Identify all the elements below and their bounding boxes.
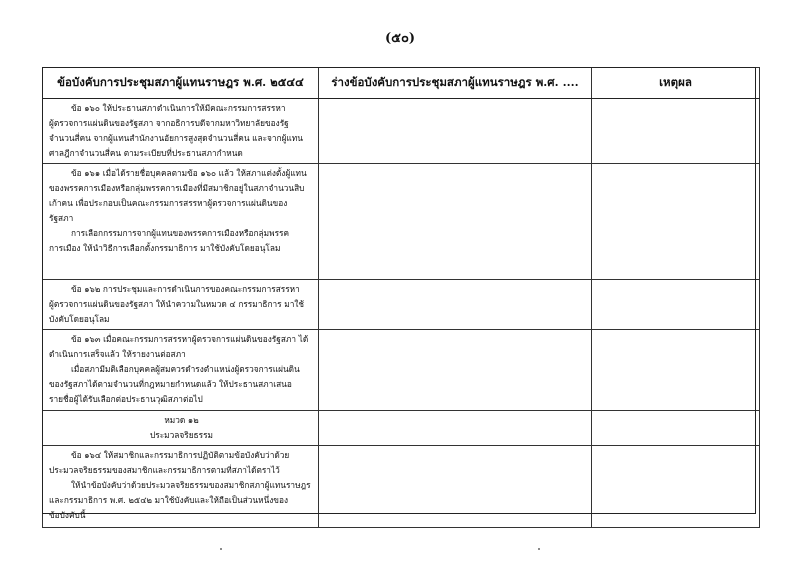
rule-text-line: รายชื่อผู้ได้รับเลือกต่อประธานวุฒิสภาต่อไป [49,394,203,404]
scan-speck [220,548,222,550]
header-draft-rules: ร่างข้อบังคับการประชุมสภาผู้แทนราษฎร พ.ศ. .... [319,68,592,99]
rule-text-line: เมื่อสภามีมติเลือกบุคคลผู้สมควรดำรงตำแหน่งผู้ตรวจการแผ่นดิน [71,364,300,374]
rule-text-line: ข้อ ๑๖๒ การประชุมและการดำเนินการของคณะกรรมการสรรหา [71,284,300,294]
rule-text-line: ผู้ตรวจการแผ่นดินของรัฐสภา จากอธิการบดีจากมหาวิทยาลัยของรัฐ [49,118,289,128]
page-number: (๕๐) [384,31,416,46]
rule-text-line: ของรัฐสภาได้ตามจำนวนที่กฎหมายกำหนดแล้ว ให้ประธานสภาเสนอ [49,379,292,389]
rule-text-line: การเลือกกรรมการจากผู้แทนของพรรคการเมืองหรือกลุ่มพรรค [71,228,290,238]
rule-text-line: ข้อ ๑๖๓ เมื่อคณะกรรมการสรรหาผู้ตรวจการแผ่นดินของรัฐสภา ได้ [71,334,309,344]
rule-text-line: ข้อบังคับนี้ [49,510,86,520]
rule-text-line: จำนวนสี่คน จากผู้แทนสำนักงานอัยการสูงสุดจำนวนสี่คน และจากผู้แทน [49,133,303,143]
rule-text-line: และกรรมาธิการ พ.ศ. ๒๕๔๒ มาใช้บังคับและให้ถือเป็นส่วนหนึ่งของ [49,495,289,505]
rule-text-line: ให้นำข้อบังคับว่าด้วยประมวลจริยธรรมของสมาชิกสภาผู้แทนราษฎร [71,480,311,490]
rule-text-line: ดำเนินการเสร็จแล้ว ให้รายงานต่อสภา [49,349,186,359]
rule-text-line: เก้าคน เพื่อประกอบเป็นคณะกรรมการสรรหาผู้ตรวจการแผ่นดินของ [49,198,288,208]
scan-speck [538,548,540,550]
rule-text-line: ผู้ตรวจการแผ่นดินของรัฐสภา ให้นำความในหมวด ๔ กรรมาธิการ มาใช้ [49,299,305,309]
rule-text-line: ประมวลจริยธรรม [149,430,214,440]
rule-text-line: ศาลฎีกาจำนวนสี่คน ตามระเบียบที่ประธานสภากำหนด [49,148,243,158]
table-outer-border [42,67,756,514]
rule-text-line: การเมือง ให้นำวิธีการเลือกตั้งกรรมาธิการ มาใช้บังคับโดยอนุโลม [49,243,281,253]
rule-text-line: ข้อ ๑๖๐ ให้ประธานสภาดำเนินการให้มีคณะกรรมการสรรหา [71,103,286,113]
rule-text-line: ของพรรคการเมืองหรือกลุ่มพรรคการเมืองที่มีสมาชิกอยู่ในสภาจำนวนสิบ [49,183,305,193]
rule-text-line: ประมวลจริยธรรมของสมาชิกและกรรมาธิการตามที่สภาได้ตราไว้ [49,465,280,475]
rule-text-line: รัฐสภา [49,213,74,223]
rule-text-line: ข้อ ๑๖๑ เมื่อได้รายชื่อบุคคลตามข้อ ๑๖๐ แล้ว ให้สภาแต่งตั้งผู้แทน [71,168,307,178]
rule-text-line: หมวด ๑๒ [164,415,199,425]
header-current-rules: ข้อบังคับการประชุมสภาผู้แทนราษฎร พ.ศ. ๒๕๔๔ [43,68,319,99]
rule-text-line: บังคับโดยอนุโลม [49,314,110,324]
rule-text-line: ข้อ ๑๖๔ ให้สมาชิกและกรรมาธิการปฏิบัติตามข้อบังคับว่าด้วย [71,450,290,460]
header-reason: เหตุผล [592,68,760,99]
